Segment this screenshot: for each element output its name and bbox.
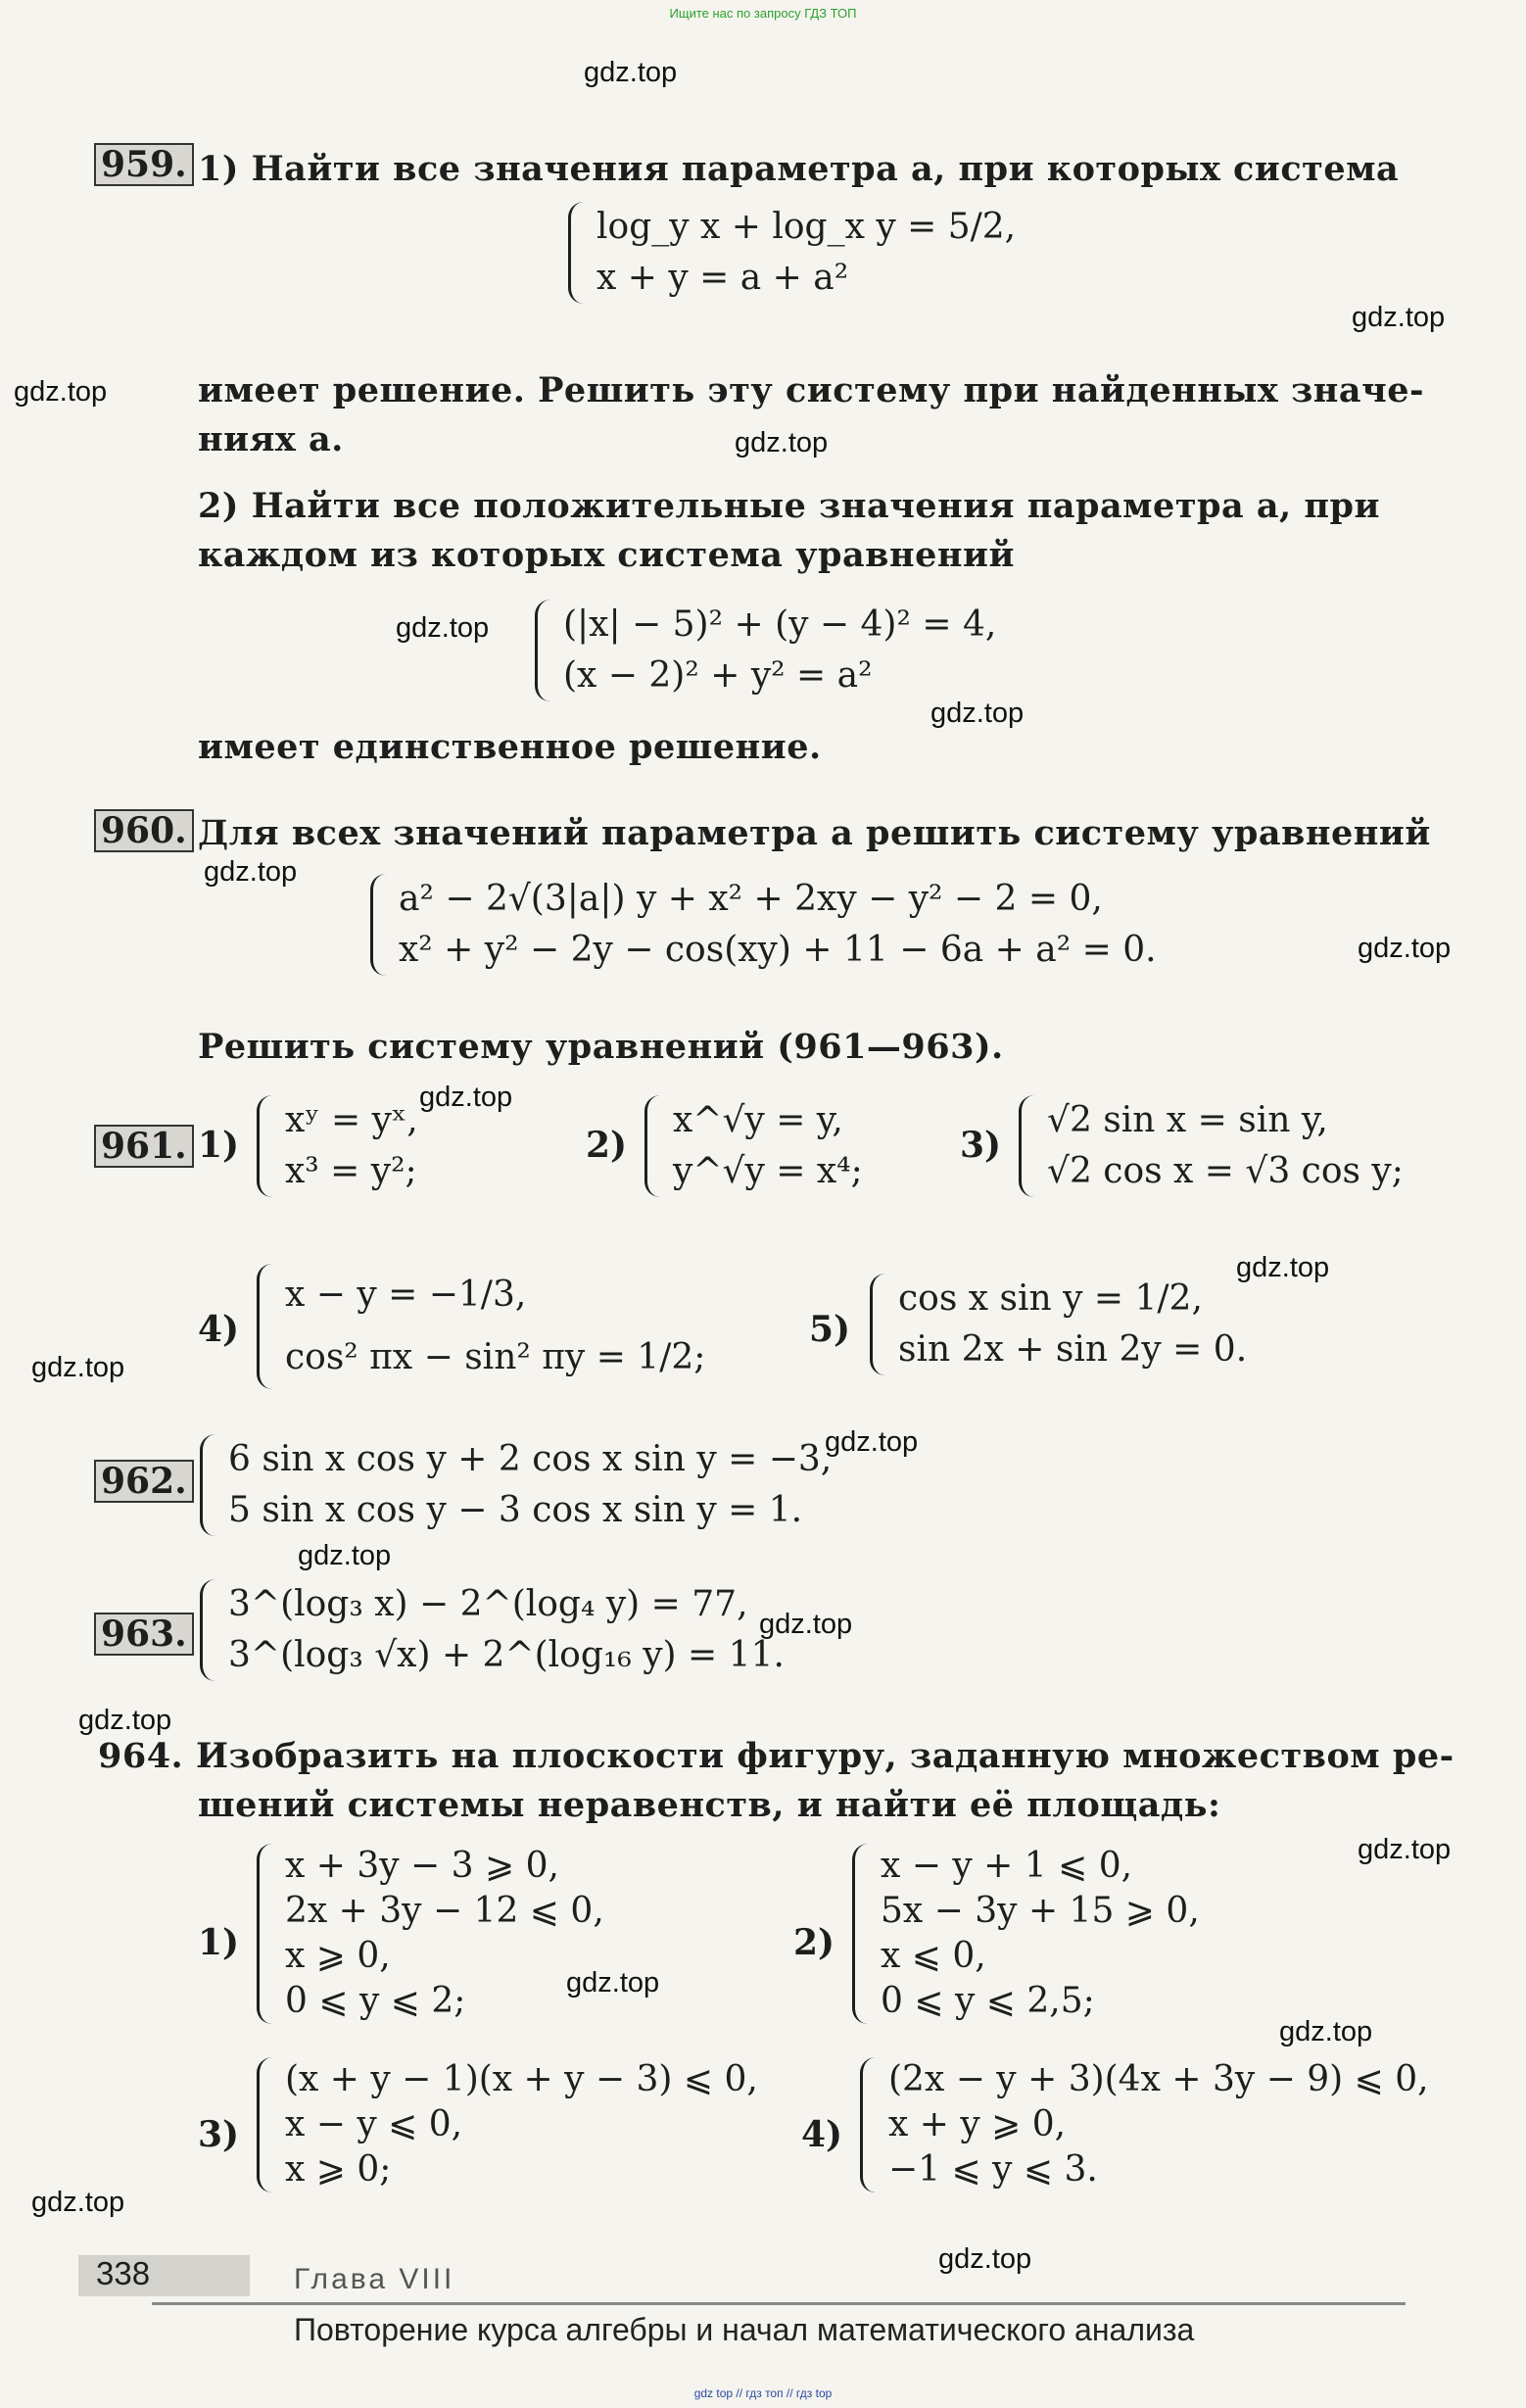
watermark: gdz.top: [1358, 1834, 1452, 1865]
inequality: −1 ⩽ y ⩽ 3.: [888, 2149, 1098, 2190]
inequality: (2x − y + 3)(4x + 3y − 9) ⩽ 0,: [888, 2059, 1429, 2099]
equation: 3^(log₃ √x) + 2^(log₁₆ y) = 11.: [228, 1635, 785, 1675]
part-label: 1): [198, 1922, 240, 1963]
watermark: gdz.top: [396, 612, 490, 644]
watermark: gdz.top: [938, 2243, 1032, 2275]
equation: xʸ = yˣ,: [285, 1100, 418, 1140]
watermark: gdz.top: [566, 1967, 660, 1999]
system-963: [200, 1579, 785, 1681]
part-label: 2): [793, 1922, 835, 1963]
equation: a² − 2√(3|a|) y + x² + 2xy − y² − 2 = 0,: [399, 879, 1103, 919]
inequality: 0 ⩽ y ⩽ 2,5;: [881, 1981, 1095, 2021]
inequality: 5x − 3y + 15 ⩾ 0,: [881, 1891, 1200, 1931]
problem-959-part2: [198, 486, 1380, 526]
watermark: gdz.top: [735, 427, 829, 458]
watermark: gdz.top: [1279, 2016, 1373, 2047]
brace: [644, 1095, 665, 1197]
watermark: gdz.top: [419, 1082, 513, 1113]
equation: cos² πx − sin² πy = 1/2;: [285, 1337, 706, 1377]
top-banner: Ищите нас по запросу ГДЗ ТОП: [669, 6, 857, 21]
part-label: 1): [198, 1125, 240, 1166]
problem-962: [94, 1460, 194, 1503]
watermark: gdz.top: [1358, 933, 1452, 964]
equation: x + y = a + a²: [596, 258, 849, 298]
watermark: gdz.top: [759, 1609, 853, 1640]
system-960: [370, 874, 1157, 976]
equation: √2 sin x = sin y,: [1047, 1100, 1328, 1140]
inequality: x − y + 1 ⩽ 0,: [881, 1846, 1133, 1886]
brace: [257, 1095, 277, 1197]
part-label: 2): [198, 486, 239, 526]
system-964-1: [257, 1844, 604, 2024]
brace: [1019, 1095, 1039, 1197]
problem-text: каждом из которых система уравнений: [198, 535, 1015, 575]
equation: sin 2x + sin 2y = 0.: [898, 1329, 1248, 1370]
problem-text: Изобразить на плоскости фигуру, заданную множеством ре-: [195, 1736, 1454, 1776]
problem-959-part1: [198, 149, 1399, 189]
watermark: gdz.top: [31, 1352, 125, 1383]
page-number: 338: [96, 2255, 151, 2291]
watermark: gdz.top: [584, 57, 678, 88]
brace: [535, 600, 555, 701]
part-label: 4): [801, 2114, 843, 2155]
inequality: x ⩾ 0;: [285, 2149, 392, 2190]
problem-text: Для всех значений параметра a решить систему уравнений: [198, 813, 1431, 853]
system-964-2: [852, 1844, 1200, 2024]
problem-number: 961.: [94, 1125, 194, 1168]
problem-number: 964.: [98, 1736, 184, 1776]
equation: cos x sin y = 1/2,: [898, 1278, 1203, 1319]
system-961-3: [1019, 1095, 1404, 1197]
inequality: x ⩾ 0,: [285, 1936, 391, 1976]
problem-number: 963.: [94, 1613, 194, 1656]
brace: [370, 874, 391, 976]
part-label: 4): [198, 1309, 240, 1350]
watermark: gdz.top: [1352, 302, 1446, 333]
brace: [568, 202, 589, 304]
part-label: 2): [586, 1125, 628, 1166]
watermark: gdz.top: [78, 1705, 172, 1736]
problem-number: 959.: [94, 143, 194, 186]
equation: x² + y² − 2y − cos(xy) + 11 − 6a + a² = 0.: [399, 930, 1157, 970]
equation: 5 sin x cos y − 3 cos x sin y = 1.: [228, 1490, 803, 1530]
inequality: x + y ⩾ 0,: [888, 2104, 1067, 2144]
system-964-4: [860, 2057, 1429, 2192]
watermark: gdz.top: [1236, 1252, 1330, 1283]
equation: (x − 2)² + y² = a²: [563, 655, 873, 696]
equation: 6 sin x cos y + 2 cos x sin y = −3,: [228, 1439, 833, 1479]
bottom-banner: gdz top // гдз топ // гдз top: [693, 2386, 833, 2400]
watermark: gdz.top: [31, 2187, 125, 2218]
part-label: 1): [198, 149, 239, 189]
system-964-3: [257, 2057, 758, 2192]
equation: (|x| − 5)² + (y − 4)² = 4,: [563, 604, 997, 645]
footer-divider: [152, 2302, 1406, 2305]
part-label: 3): [198, 2114, 240, 2155]
problem-text: шений системы неравенств, и найти её площадь:: [198, 1785, 1221, 1825]
section-heading: Решить систему уравнений (961—963).: [198, 1027, 1004, 1067]
problem-959: [94, 143, 194, 186]
equation: 3^(log₃ x) − 2^(log₄ y) = 77,: [228, 1584, 748, 1624]
problem-963: [94, 1613, 194, 1656]
inequality: 0 ⩽ y ⩽ 2;: [285, 1981, 466, 2021]
chapter-label: Глава VIII: [294, 2263, 455, 2295]
system-962: [200, 1434, 832, 1536]
system-961-5: [870, 1274, 1247, 1375]
brace: [200, 1434, 220, 1536]
problem-964: [98, 1736, 1454, 1776]
equation: y^√y = x⁴;: [673, 1151, 863, 1191]
equation: x³ = y²;: [285, 1151, 417, 1191]
inequality: x + 3y − 3 ⩾ 0,: [285, 1846, 559, 1886]
problem-text: имеет единственное решение.: [198, 727, 822, 767]
part-label: 3): [960, 1125, 1002, 1166]
equation: √2 cos x = √3 cos y;: [1047, 1151, 1404, 1191]
brace: [852, 1844, 873, 2024]
system-961-4: [257, 1264, 705, 1389]
equation: x − y = −1/3,: [285, 1275, 527, 1315]
system-961-1: [257, 1095, 418, 1197]
equation: log_y x + log_x y = 5/2,: [596, 207, 1017, 247]
problem-text: Найти все значения параметра a, при которых система: [251, 149, 1400, 189]
problem-960: [94, 809, 194, 852]
system-959-1: [568, 202, 1016, 304]
brace: [257, 1264, 277, 1389]
brace: [200, 1579, 220, 1681]
system-961-2: [644, 1095, 863, 1197]
inequality: 2x + 3y − 12 ⩽ 0,: [285, 1891, 604, 1931]
problem-text: ниях a.: [198, 419, 344, 459]
brace: [257, 1844, 277, 2024]
running-title: Повторение курса алгебры и начал математического анализа: [294, 2312, 1195, 2347]
brace: [257, 2057, 277, 2192]
brace: [870, 1274, 890, 1375]
brace: [860, 2057, 881, 2192]
part-label: 5): [809, 1309, 851, 1350]
watermark: gdz.top: [14, 376, 108, 408]
equation: x^√y = y,: [673, 1100, 843, 1140]
watermark: gdz.top: [298, 1540, 392, 1571]
watermark: gdz.top: [930, 698, 1025, 729]
problem-number: 960.: [94, 809, 194, 852]
problem-number: 962.: [94, 1460, 194, 1503]
watermark: gdz.top: [825, 1426, 919, 1458]
inequality: x − y ⩽ 0,: [285, 2104, 463, 2144]
inequality: x ⩽ 0,: [881, 1936, 986, 1976]
problem-961: [94, 1125, 194, 1168]
problem-text: имеет решение. Решить эту систему при найденных значе-: [198, 370, 1425, 410]
watermark: gdz.top: [204, 856, 298, 888]
problem-text: Найти все положительные значения параметра a, при: [251, 486, 1380, 526]
inequality: (x + y − 1)(x + y − 3) ⩽ 0,: [285, 2059, 758, 2099]
system-959-2: [535, 600, 996, 701]
